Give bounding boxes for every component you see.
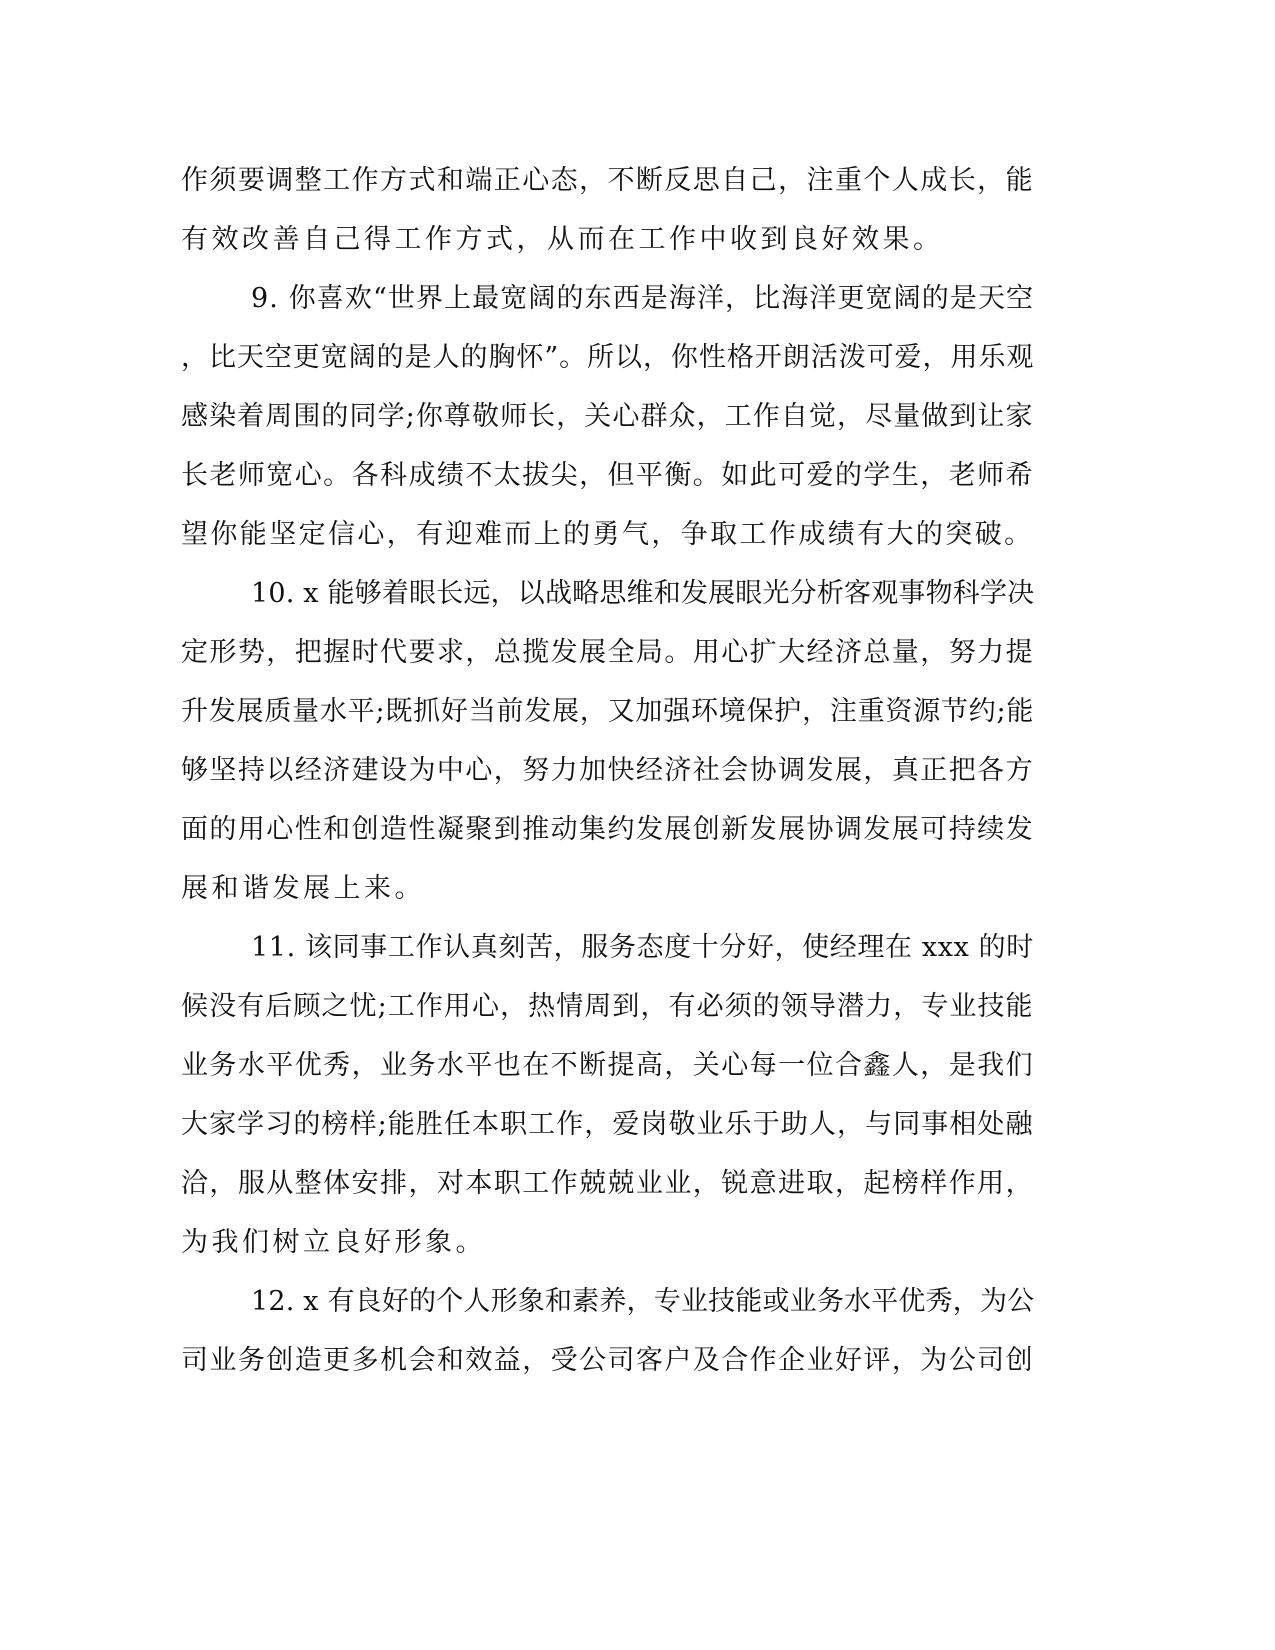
text-line: 定形势，把握时代要求，总揽发展全局。用心扩大经济总量，努力提 bbox=[181, 637, 1034, 668]
text-line: 洽，服从整体安排，对本职工作兢兢业业，锐意进取，起榜样作用， bbox=[181, 1168, 1034, 1199]
text-line: ，比天空更宽阔的是人的胸怀”。所以，你性格开朗活泼可爱，用乐观 bbox=[181, 342, 1035, 373]
text-line: 司业务创造更多机会和效益，受公司客户及合作企业好评，为公司创 bbox=[181, 1345, 1034, 1376]
text-line: 为我们树立良好形象。 bbox=[181, 1227, 486, 1258]
paragraph-11-first-line: 11. 该同事工作认真刻苦，服务态度十分好，使经理在 xxx 的时 bbox=[251, 932, 1034, 963]
text-line: 展和谐发展上来。 bbox=[181, 873, 425, 904]
text-line: 作须要调整工作方式和端正心态，不断反思自己，注重个人成长，能 bbox=[181, 165, 1034, 196]
text-line: 感染着周围的同学;你尊敬师长，关心群众，工作自觉，尽量做到让家 bbox=[181, 401, 1034, 432]
text-line: 长老师宽心。各科成绩不太拔尖，但平衡。如此可爱的学生，老师希 bbox=[181, 460, 1034, 491]
text-line: 望你能坚定信心，有迎难而上的勇气，争取工作成绩有大的突破。 bbox=[181, 519, 1034, 550]
paragraph-9-first-line: 9. 你喜欢“世界上最宽阔的东西是海洋，比海洋更宽阔的是天空 bbox=[251, 283, 1035, 314]
text-line: 升发展质量水平;既抓好当前发展，又加强环境保护，注重资源节约;能 bbox=[181, 696, 1035, 727]
paragraph-12-first-line: 12. x 有良好的个人形象和素养，专业技能或业务水平优秀，为公 bbox=[251, 1286, 1035, 1317]
text-line: 候没有后顾之忧;工作用心，热情周到，有必须的领导潜力，专业技能 bbox=[181, 991, 1034, 1022]
text-line: 够坚持以经济建设为中心，努力加快经济社会协调发展，真正把各方 bbox=[181, 755, 1034, 786]
text-line: 大家学习的榜样;能胜任本职工作，爱岗敬业乐于助人，与同事相处融 bbox=[181, 1109, 1034, 1140]
text-line: 有效改善自己得工作方式，从而在工作中收到良好效果。 bbox=[181, 224, 944, 255]
text-line: 业务水平优秀，业务水平也在不断提高，关心每一位合鑫人，是我们 bbox=[181, 1050, 1034, 1081]
paragraph-10-first-line: 10. x 能够着眼长远，以战略思维和发展眼光分析客观事物科学决 bbox=[251, 578, 1035, 609]
text-line: 面的用心性和创造性凝聚到推动集约发展创新发展协调发展可持续发 bbox=[181, 814, 1034, 845]
